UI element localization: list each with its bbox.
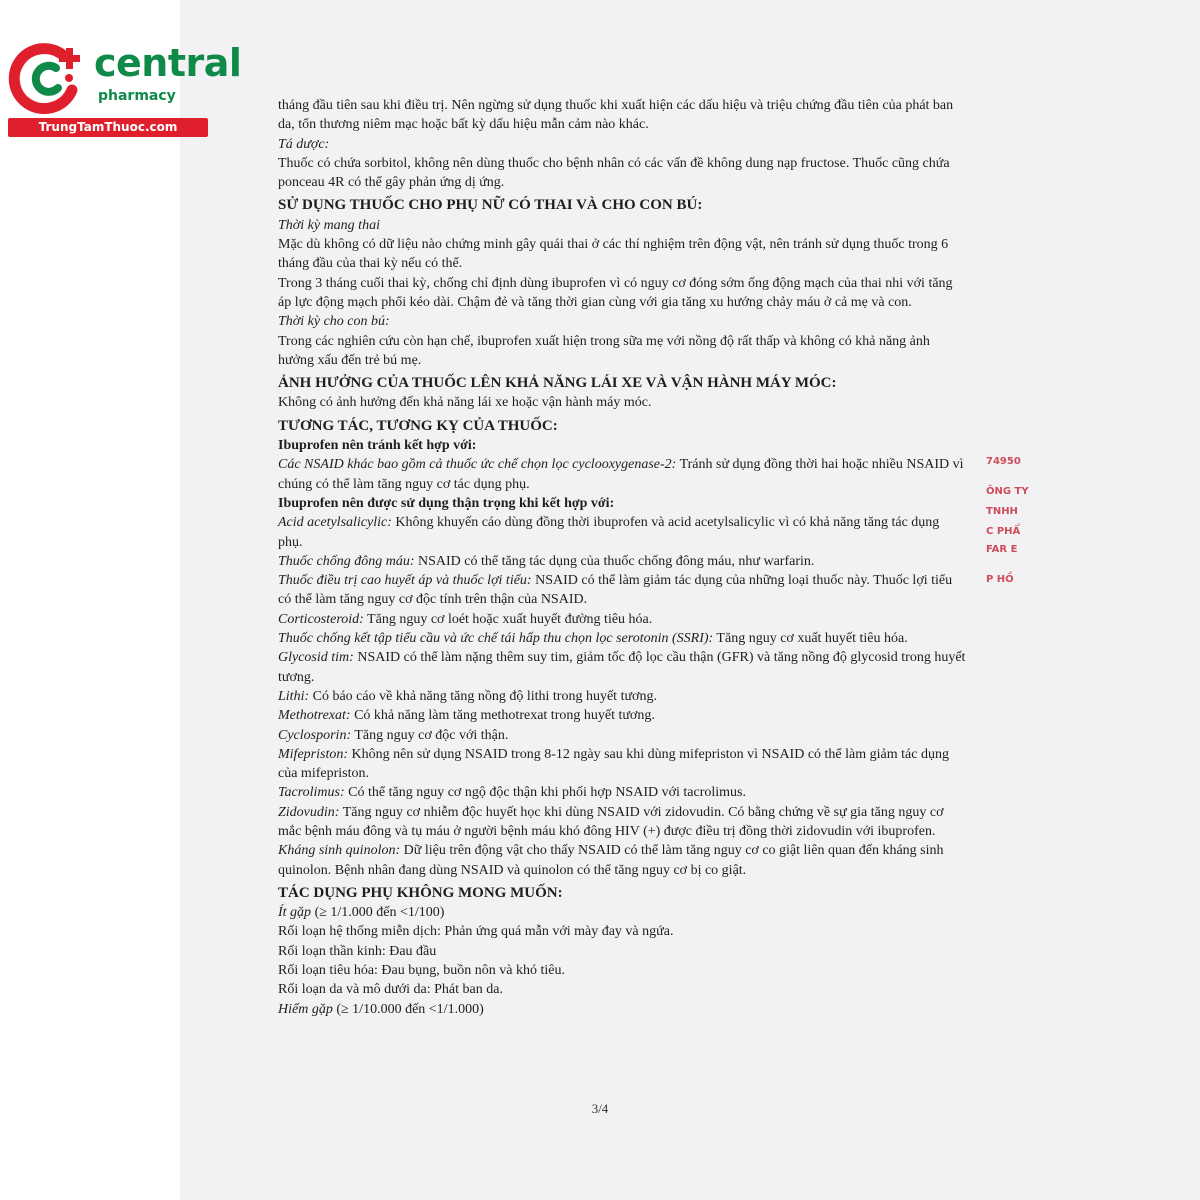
section-heading: TÁC DỤNG PHỤ KHÔNG MONG MUỐN:: [278, 884, 563, 901]
item-text: Tăng nguy cơ loét hoặc xuất huyết đường tiêu hóa.: [363, 611, 653, 627]
interaction-item: [278, 726, 966, 745]
item-term: Ít gặp: [278, 905, 312, 921]
paragraph: Thuốc có chứa sorbitol, không nên dùng thuốc cho bệnh nhân có các vấn đề không dung nạp fructose. Thuốc cũng chứa ponceau 4R có thể gây phản ứng dị ứng.: [278, 155, 950, 191]
page-number: 3/4: [591, 1101, 609, 1116]
pharmacy-cross-icon: [8, 38, 90, 120]
item-term: Lithi:: [278, 688, 310, 704]
item-text: Không nên sử dụng NSAID trong 8-12 ngày sau khi dùng mifepriston vì NSAID có thể làm giảm tác dụng của mifepriston.: [278, 746, 949, 782]
interaction-item: [278, 783, 966, 802]
section-heading: TƯƠNG TÁC, TƯƠNG KỴ CỦA THUỐC:: [278, 417, 558, 434]
interaction-item: [278, 455, 966, 494]
interaction-item: [278, 706, 966, 725]
interaction-item: [278, 571, 966, 610]
item-term: Corticosteroid:: [278, 611, 364, 627]
item-text: Có khả năng làm tăng methotrexat trong huyết tương.: [350, 708, 655, 724]
item-text: Có thể tăng nguy cơ ngộ độc thận khi phối hợp NSAID với tacrolimus.: [344, 785, 746, 801]
central-pharmacy-logo[interactable]: [8, 38, 242, 138]
interaction-item: [278, 745, 966, 784]
interaction-item: [278, 552, 966, 571]
logo-subtitle: pharmacy: [98, 88, 176, 104]
item-text: Tăng nguy cơ nhiễm độc huyết học khi dùng NSAID với zidovudin. Có bằng chứng về sự gia tăng nguy cơ mắc bệnh máu đông và tụ máu ở người bệnh máu khó đông HIV (+) được điều trị đồng thời zidovudin với ibuprofen.: [278, 804, 944, 839]
paragraph: Mặc dù không có dữ liệu nào chứng minh gây quái thai ở các thí nghiệm trên động vật, nên tránh sử dụng thuốc trong 6 tháng đầu của thai kỳ nếu có thể.: [278, 237, 949, 272]
item-term: Zidovudin:: [278, 804, 340, 820]
paragraph: Rối loạn da và mô dưới da: Phát ban da.: [278, 982, 503, 998]
item-term: Methotrexat:: [278, 708, 351, 724]
italic-text: Tá dược:: [278, 136, 330, 152]
item-term: Acid acetylsalicylic:: [278, 515, 392, 531]
item-text: NSAID có thể làm giảm tác dụng của những loại thuốc này. Thuốc lợi tiểu có thể làm tăng nguy cơ độc tính trên thận của NSAID.: [278, 573, 953, 608]
item-term: Thuốc chống kết tập tiểu cầu và ức chế tái hấp thu chọn lọc serotonin (SSRI):: [278, 631, 714, 647]
item-term: Các NSAID khác bao gồm cả thuốc ức chế chọn lọc cyclooxygenase-2:: [278, 457, 677, 473]
item-text: Có báo cáo về khả năng tăng nồng độ lithi trong huyết tương.: [309, 688, 657, 704]
interaction-item: [278, 513, 966, 552]
interaction-item: [278, 803, 966, 842]
stamp-line: TNHH: [986, 506, 1018, 517]
item-term: Thuốc chống đông máu:: [278, 553, 415, 569]
stamp-line: P HỒ: [986, 574, 1014, 585]
item-term: Glycosid tim:: [278, 650, 354, 666]
italic-text: Thời kỳ mang thai: [278, 217, 380, 233]
paragraph: Trong 3 tháng cuối thai kỳ, chống chỉ định dùng ibuprofen vì có nguy cơ đóng sớm ống động mạch của thai nhi với tăng áp lực động mạch phổi kéo dài. Chậm đẻ và tăng thời gian cùng với gia tăng xu hướng chảy máu ở cả mẹ và con.: [278, 275, 953, 310]
subsection-heading: Ibuprofen nên tránh kết hợp với:: [278, 438, 477, 454]
logo-wordmark: central: [94, 41, 242, 85]
paragraph: Không có ảnh hưởng đến khả năng lái xe hoặc vận hành máy móc.: [278, 395, 652, 411]
item-text: Tăng nguy cơ xuất huyết tiêu hóa.: [713, 631, 908, 647]
paragraph: Rối loạn hệ thống miễn dịch: Phản ứng quá mẫn với mày đay và ngứa.: [278, 924, 674, 940]
item-term: Hiếm gặp: [278, 1001, 333, 1017]
interaction-item: [278, 629, 966, 648]
item-text: Tránh sử dụng đồng thời hai hoặc nhiều NSAID vì chúng có thể làm tăng nguy cơ tác dụng phụ.: [278, 457, 964, 492]
item-term: Kháng sinh quinolon:: [278, 843, 401, 859]
interaction-item: [278, 841, 966, 880]
document-body: [278, 96, 966, 1019]
item-text: Tăng nguy cơ độc với thận.: [351, 727, 509, 743]
italic-subheading: [278, 216, 966, 235]
interaction-item: [278, 610, 966, 629]
stamp-line: ÔNG TY: [986, 486, 1029, 497]
stamp-line: 74950: [986, 456, 1021, 467]
company-stamp: [984, 448, 1029, 600]
logo-url[interactable]: TrungTamThuoc.com: [38, 120, 178, 134]
stamp-line: C PHẨ: [986, 526, 1021, 537]
item-text: NSAID có thể làm nặng thêm suy tim, giảm tốc độ lọc cầu thận (GFR) và tăng nồng độ glycosid trong huyết tương.: [278, 650, 966, 685]
paragraph: Rối loạn tiêu hóa: Đau bụng, buồn nôn và khó tiêu.: [278, 963, 565, 979]
paragraph: Rối loạn thần kinh: Đau đầu: [278, 943, 437, 959]
interaction-item: [278, 903, 966, 922]
section-heading: SỬ DỤNG THUỐC CHO PHỤ NỮ CÓ THAI VÀ CHO CON BÚ:: [278, 197, 703, 214]
interaction-item: [278, 648, 966, 687]
item-text: (≥ 1/10.000 đến <1/1.000): [332, 1001, 484, 1017]
paragraph: tháng đầu tiên sau khi điều trị. Nên ngừng sử dụng thuốc khi xuất hiện các dấu hiệu và triệu chứng đầu tiên của phát ban da, tổn thương niêm mạc hoặc bất kỳ dấu hiệu mẫn cảm nào khác.: [278, 98, 954, 133]
item-text: Dữ liệu trên động vật cho thấy NSAID có thể làm tăng nguy cơ co giật liên quan đến kháng sinh quinolon. Bệnh nhân đang dùng NSAID và quinolon có thể tăng nguy cơ bị co giật.: [278, 843, 944, 878]
item-term: Thuốc điều trị cao huyết áp và thuốc lợi tiểu:: [278, 573, 532, 589]
stamp-line: FAR E: [986, 544, 1018, 555]
item-text: NSAID có thể tăng tác dụng của thuốc chống đông máu, như warfarin.: [414, 553, 815, 569]
section-heading: ẢNH HƯỞNG CỦA THUỐC LÊN KHẢ NĂNG LÁI XE VÀ VẬN HÀNH MÁY MÓC:: [278, 375, 837, 392]
italic-subheading: [278, 135, 966, 154]
item-text: Không khuyến cáo dùng đồng thời ibuprofen và acid acetylsalicylic vì có khả năng tăng tác dụng phụ.: [278, 515, 940, 550]
italic-subheading: [278, 312, 966, 331]
item-text: (≥ 1/1.000 đến <1/100): [311, 905, 445, 921]
interaction-item: [278, 687, 966, 706]
paragraph: Trong các nghiên cứu còn hạn chế, ibuprofen xuất hiện trong sữa mẹ với nồng độ rất thấp và không có khả năng ảnh hưởng xấu đến trẻ bú mẹ.: [278, 333, 930, 368]
italic-text: Thời kỳ cho con bú:: [278, 314, 390, 330]
subsection-heading: Ibuprofen nên được sử dụng thận trọng khi kết hợp với:: [278, 495, 615, 511]
item-term: Cyclosporin:: [278, 727, 352, 743]
item-term: Mifepriston:: [278, 746, 348, 762]
interaction-item: [278, 1000, 966, 1019]
item-term: Tacrolimus:: [278, 785, 345, 801]
